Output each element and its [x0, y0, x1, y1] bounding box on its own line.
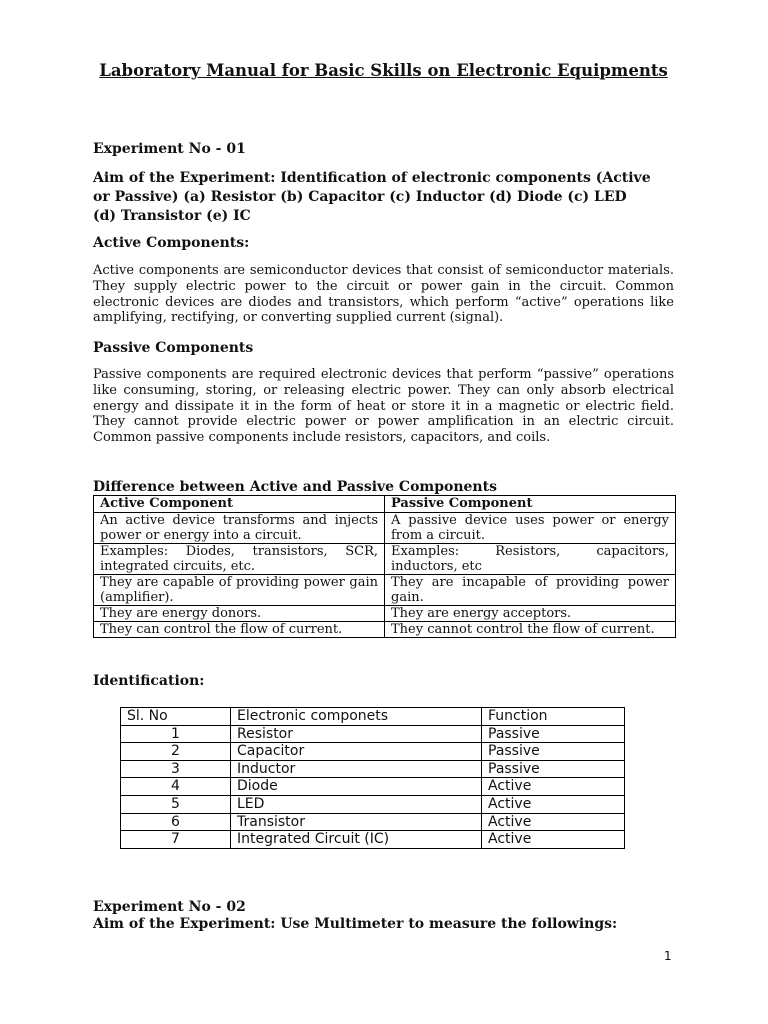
table-cell: They are capable of providing power gain (amplifier). — [94, 575, 385, 606]
table-cell: Integrated Circuit (IC) — [231, 831, 482, 849]
identification-table — [120, 707, 625, 849]
table-cell: Active — [482, 778, 625, 796]
document-title: Laboratory Manual for Basic Skills on Electronic Equipments — [99, 61, 668, 80]
table-cell: Capacitor — [231, 743, 482, 761]
table-row — [94, 606, 676, 622]
table-cell: They are energy acceptors. — [385, 606, 676, 622]
table-row — [121, 725, 625, 743]
experiment-1-heading: Experiment No - 01 — [93, 141, 246, 157]
table-cell: 6 — [121, 813, 231, 831]
experiment-2-heading: Experiment No - 02 — [93, 899, 246, 915]
table-cell: Diode — [231, 778, 482, 796]
table-row — [121, 778, 625, 796]
difference-heading: Difference between Active and Passive Components — [93, 479, 497, 495]
passive-components-text: Passive components are required electronic devices that perform “passive” operations like consuming, storing, or releasing electric power. They can only absorb electrical energy and dissipate it in the form of heat or store it in a magnetic or electric field. They cannot provide electric power or power amplification in an electric circuit. Common passive components include resistors, capacitors, and coils. — [93, 367, 674, 446]
table-row — [121, 743, 625, 761]
table-row — [94, 544, 676, 575]
table-cell: Passive — [482, 725, 625, 743]
table-cell: 4 — [121, 778, 231, 796]
column-header-passive: Passive Component — [385, 496, 676, 513]
table-cell: They are incapable of providing power gain. — [385, 575, 676, 606]
table-cell: They are energy donors. — [94, 606, 385, 622]
table-cell: LED — [231, 795, 482, 813]
table-cell: 5 — [121, 795, 231, 813]
difference-table — [93, 495, 676, 638]
active-components-heading: Active Components: — [93, 235, 250, 251]
table-cell: 2 — [121, 743, 231, 761]
table-cell: 3 — [121, 760, 231, 778]
table-cell: A passive device uses power or energy from a circuit. — [385, 513, 676, 544]
table-cell: Examples: Diodes, transistors, SCR, integrated circuits, etc. — [94, 544, 385, 575]
passive-components-heading: Passive Components — [93, 340, 254, 356]
table-cell: An active device transforms and injects power or energy into a circuit. — [94, 513, 385, 544]
table-cell: Active — [482, 795, 625, 813]
page-number: 1 — [664, 949, 672, 963]
table-row — [121, 760, 625, 778]
table-cell: Passive — [482, 760, 625, 778]
table-row — [94, 622, 676, 638]
identification-table-header — [121, 708, 625, 726]
active-components-text: Active components are semiconductor devices that consist of semiconductor materials. They supply electric power to the circuit or power gain in the circuit. Common electronic devices are diodes and transistors, which perform “active” operations like amplifying, rectifying, or converting supplied current (signal). — [93, 263, 674, 326]
table-cell: 1 — [121, 725, 231, 743]
table-cell: Inductor — [231, 760, 482, 778]
table-cell: They can control the flow of current. — [94, 622, 385, 638]
table-cell: They cannot control the flow of current. — [385, 622, 676, 638]
table-cell: Passive — [482, 743, 625, 761]
column-header-sl-no: Sl. No — [121, 708, 231, 726]
table-row — [121, 831, 625, 849]
table-row — [121, 795, 625, 813]
identification-heading: Identification: — [93, 673, 205, 689]
column-header-active: Active Component — [94, 496, 385, 513]
table-cell: 7 — [121, 831, 231, 849]
table-cell: Active — [482, 831, 625, 849]
table-cell: Active — [482, 813, 625, 831]
difference-table-header — [94, 496, 676, 513]
table-cell: Transistor — [231, 813, 482, 831]
table-row — [94, 513, 676, 544]
table-row — [121, 813, 625, 831]
column-header-component: Electronic componets — [231, 708, 482, 726]
table-cell: Resistor — [231, 725, 482, 743]
column-header-function: Function — [482, 708, 625, 726]
experiment-2-aim: Aim of the Experiment: Use Multimeter to measure the followings: — [93, 916, 618, 932]
table-cell: Examples: Resistors, capacitors, inductors, etc — [385, 544, 676, 575]
table-row — [94, 575, 676, 606]
experiment-1-aim: Aim of the Experiment: Identification of electronic components (Active or Passive) (a) Resistor (b) Capacitor (c) Inductor (d) Diode (c) LED (d) Transistor (e) IC — [93, 170, 651, 224]
